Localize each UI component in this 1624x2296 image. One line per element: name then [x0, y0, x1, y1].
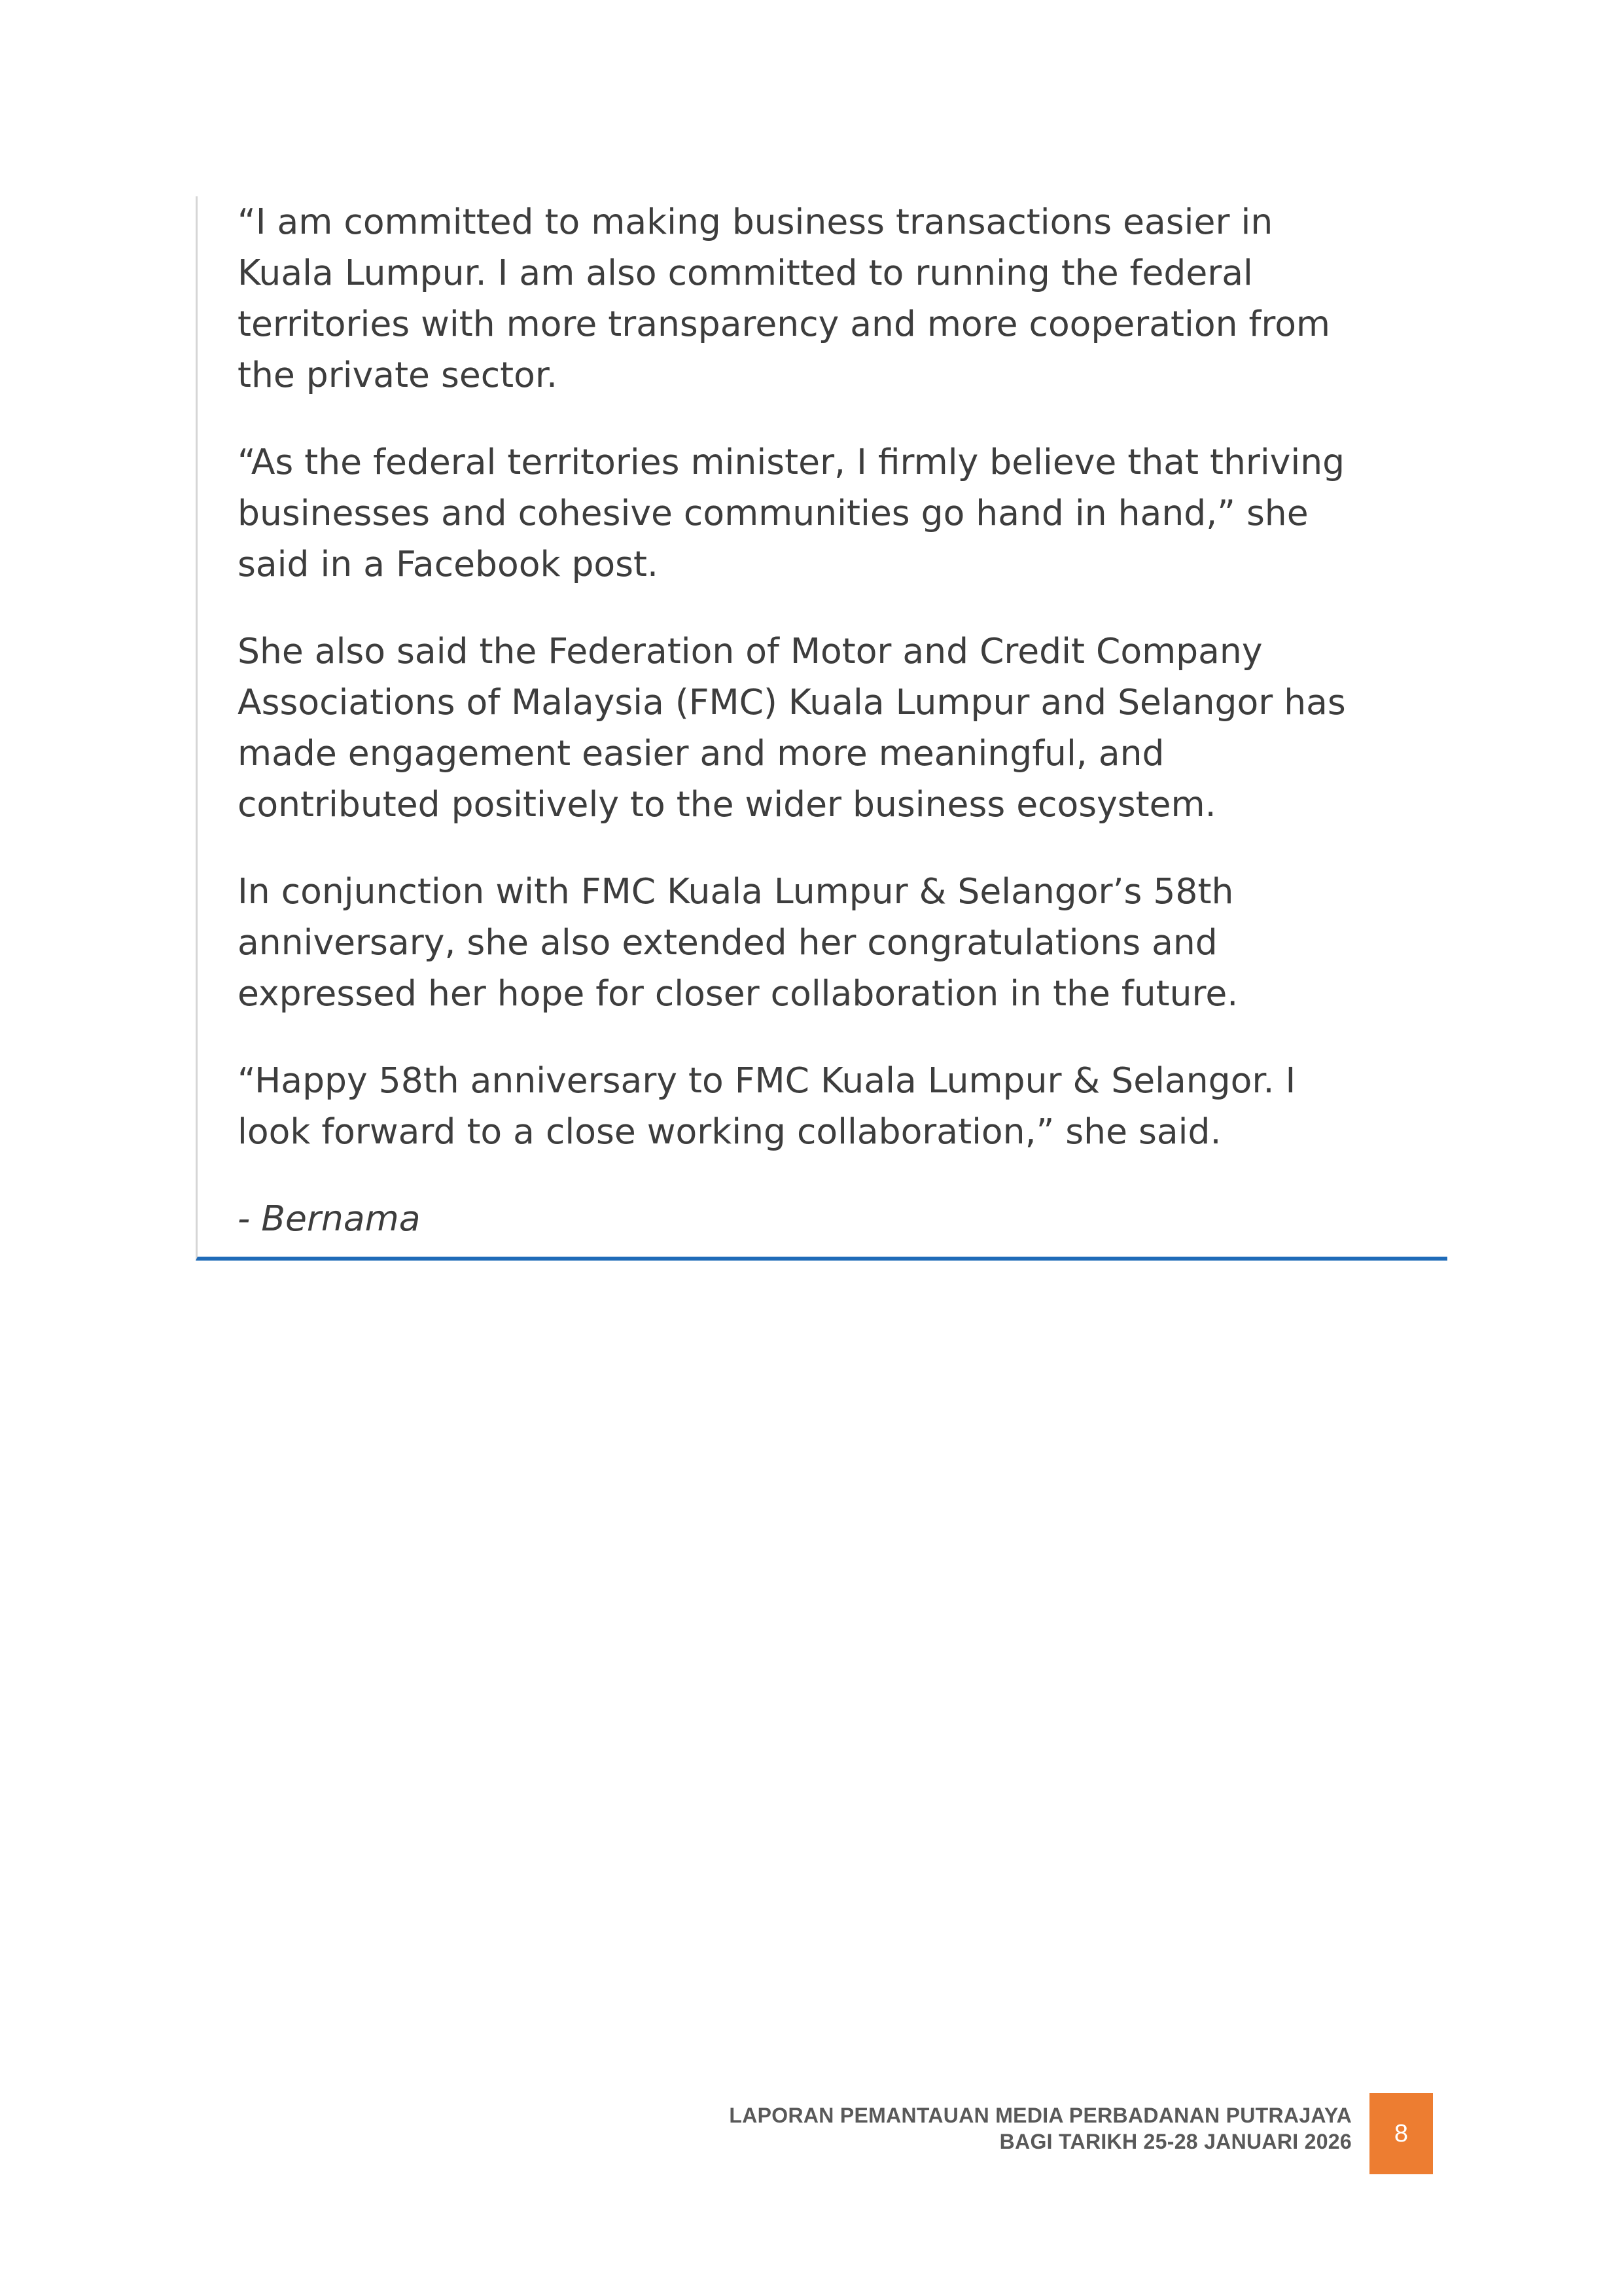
paragraph-line: anniversary, she also extended her congratulations and	[238, 922, 1218, 963]
paragraph-line: She also said the Federation of Motor and Credit Company	[238, 630, 1263, 672]
paragraph-line: look forward to a close working collaboration,” she said.	[238, 1111, 1222, 1152]
paragraph-line: “As the federal territories minister, I firmly believe that thriving	[238, 441, 1345, 482]
paragraph-line: made engagement easier and more meaningful, and	[238, 732, 1165, 774]
article-box	[196, 196, 1447, 1261]
paragraph-line: expressed her hope for closer collaboration in the future.	[238, 973, 1239, 1014]
paragraph-line: said in a Facebook post.	[238, 543, 658, 584]
paragraph-2	[238, 437, 1415, 590]
report-footer	[729, 2102, 1352, 2155]
footer-date-range: BAGI TARIKH 25-28 JANUARI 2026	[999, 2130, 1352, 2153]
paragraph-line: businesses and cohesive communities go hand in hand,” she	[238, 492, 1309, 533]
page-number-badge: 8	[1369, 2093, 1433, 2174]
paragraph-line: Kuala Lumpur. I am also committed to running the federal	[238, 252, 1253, 293]
paragraph-line: contributed positively to the wider business ecosystem.	[238, 783, 1216, 825]
paragraph-line: “Happy 58th anniversary to FMC Kuala Lumpur & Selangor. I	[238, 1060, 1296, 1101]
paragraph-line: territories with more transparency and more cooperation from	[238, 303, 1331, 344]
footer-title: LAPORAN PEMANTAUAN MEDIA PERBADANAN PUTRAJAYA	[729, 2104, 1352, 2127]
paragraph-line: In conjunction with FMC Kuala Lumpur & Selangor’s 58th	[238, 870, 1234, 912]
paragraph-3	[238, 626, 1415, 830]
paragraph-5	[238, 1055, 1415, 1157]
article-body	[238, 196, 1415, 1244]
paragraph-line: “I am committed to making business transactions easier in	[238, 201, 1273, 242]
paragraph-4	[238, 866, 1415, 1019]
paragraph-1	[238, 196, 1415, 401]
paragraph-line: the private sector.	[238, 354, 557, 395]
paragraph-line: Associations of Malaysia (FMC) Kuala Lumpur and Selangor has	[238, 681, 1346, 723]
article-source: - Bernama	[238, 1198, 421, 1239]
